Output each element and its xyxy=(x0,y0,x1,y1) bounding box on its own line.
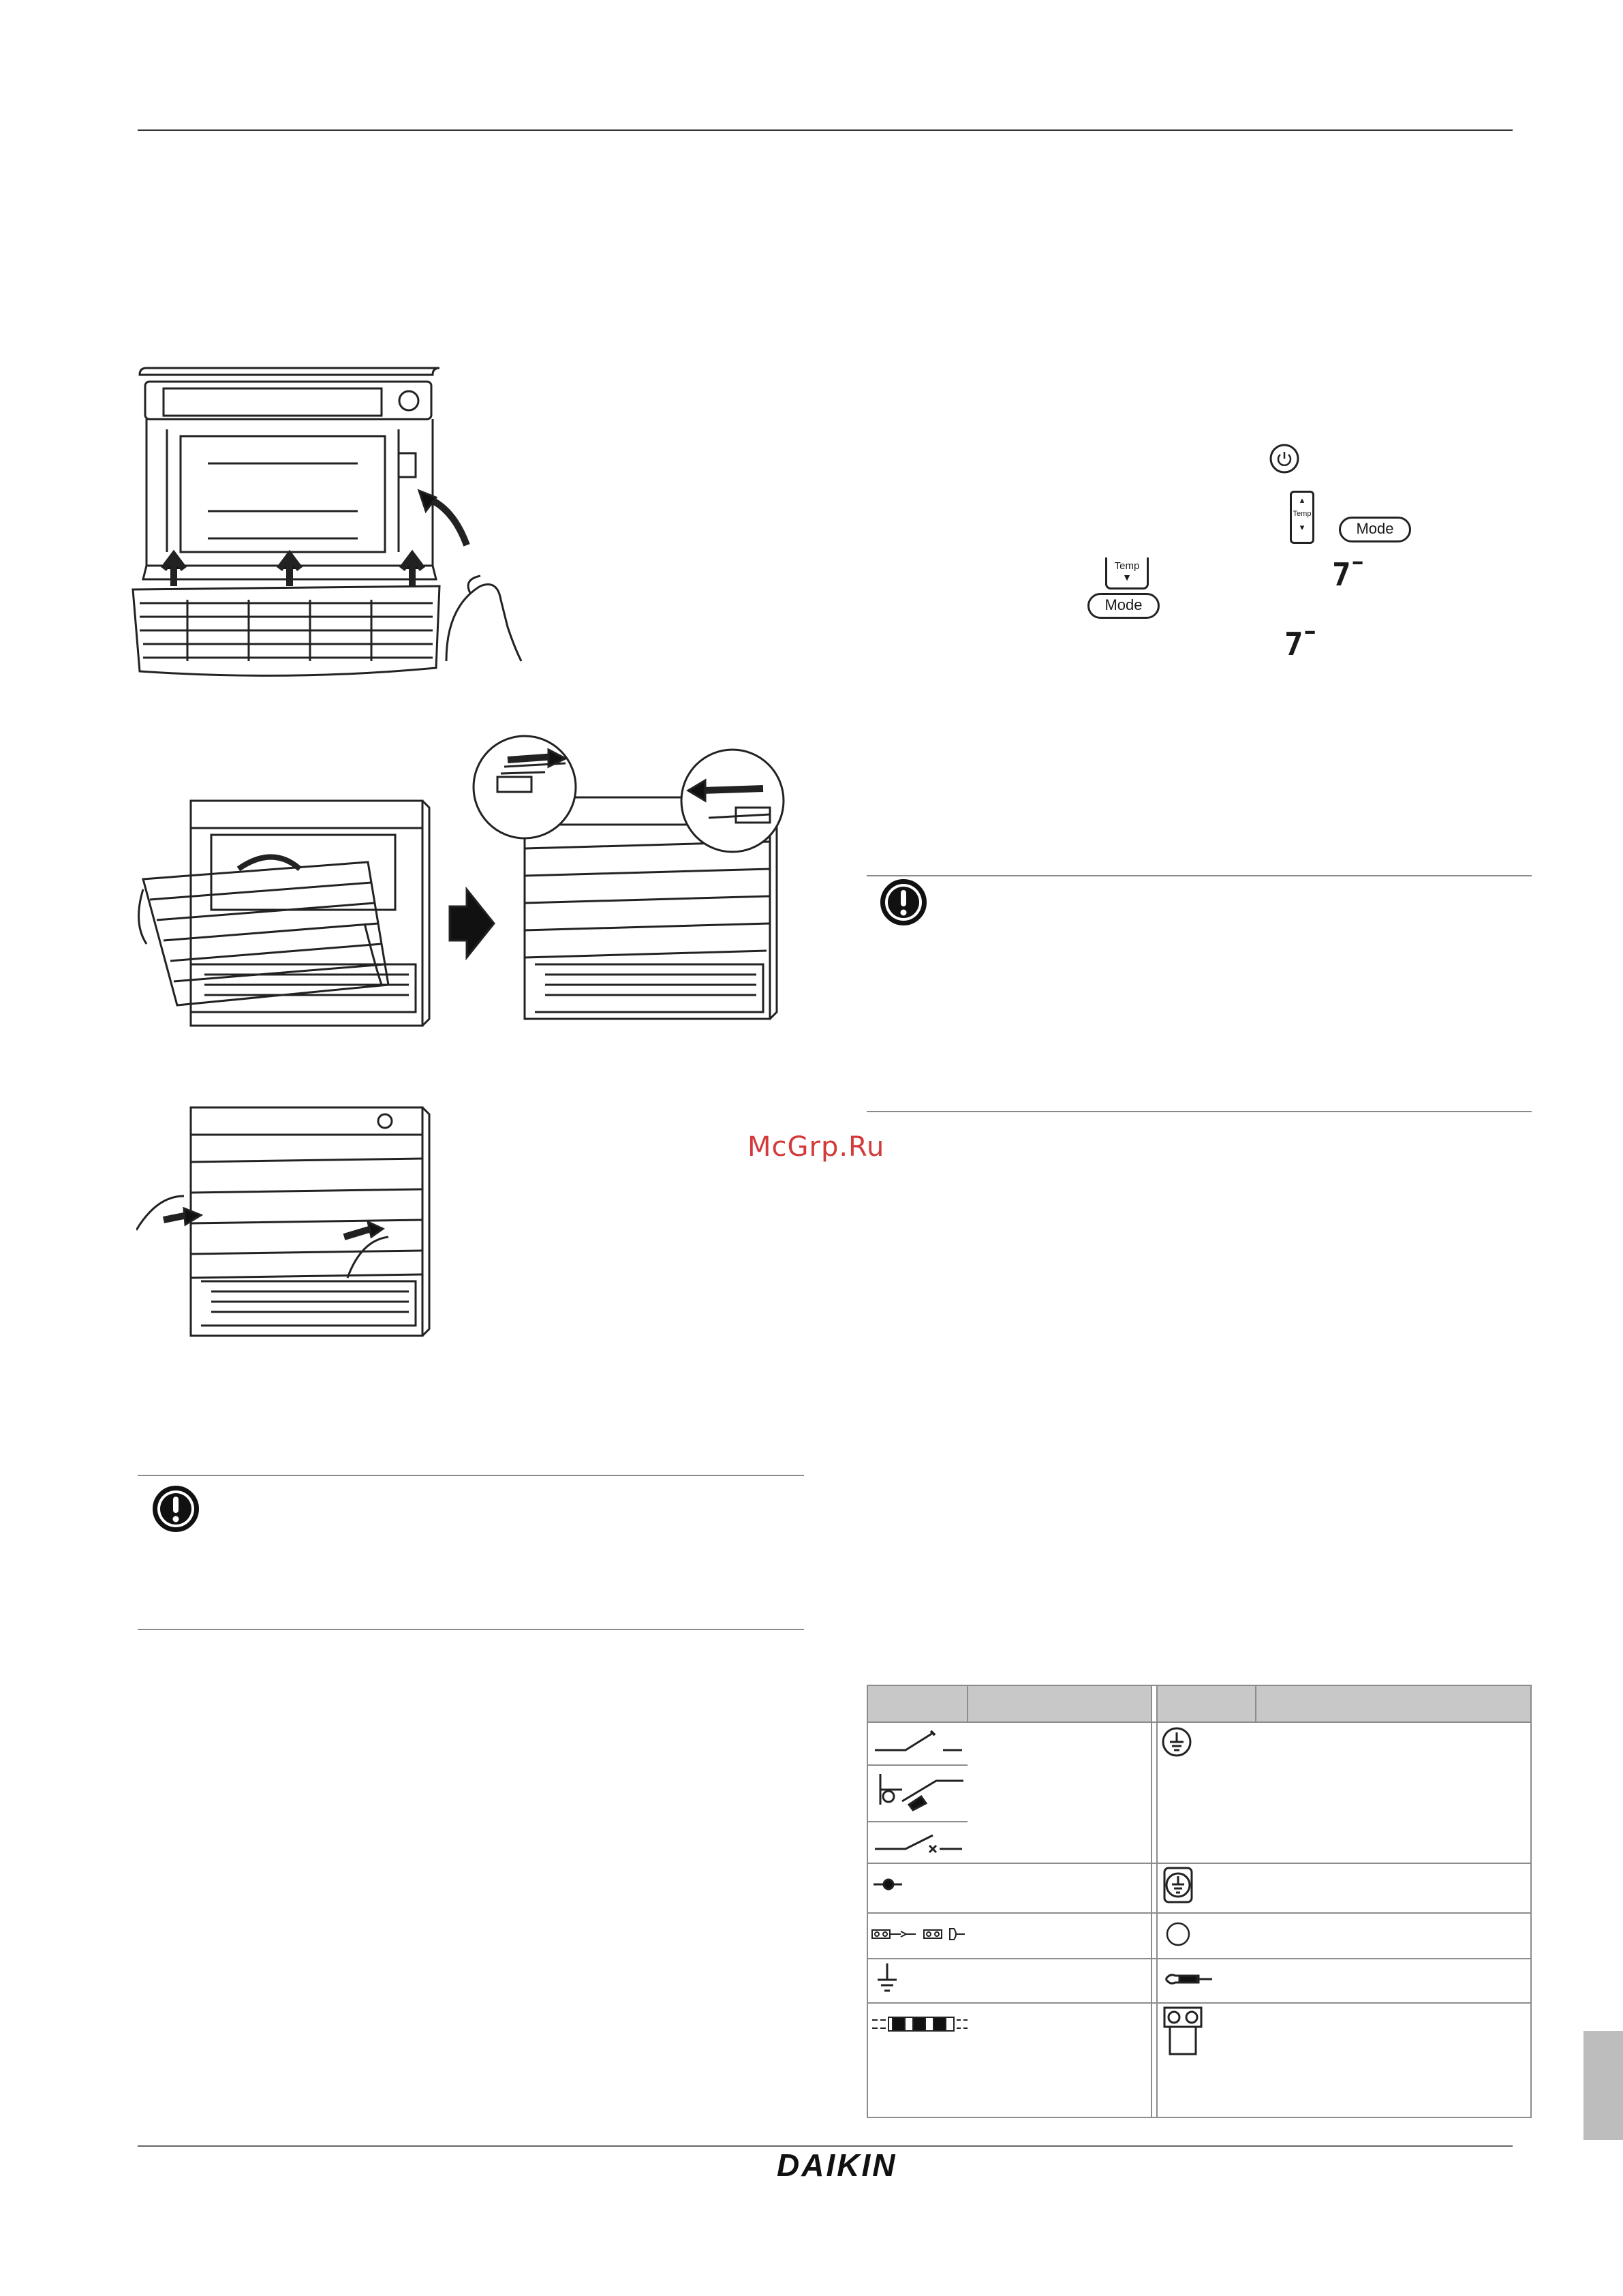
right-warning-top-rule xyxy=(867,875,1532,876)
front-panel-installation-illustration xyxy=(136,733,790,1039)
daikin-logo: DAIKIN xyxy=(777,2147,897,2183)
legend-row-3 xyxy=(867,1913,1531,1959)
legend-row-5 xyxy=(867,2003,1531,2117)
right-warning-bottom-rule xyxy=(867,1111,1532,1112)
legend-row-4 xyxy=(867,1959,1531,2003)
temp-updown-button-icon: ▴ Temp ▾ xyxy=(1290,491,1314,544)
legend-row-4-meaning-left xyxy=(968,1959,1151,2003)
switch-icons xyxy=(867,1722,968,1863)
legend-row-2 xyxy=(867,1863,1531,1913)
front-grille-removal-illustration xyxy=(126,361,528,682)
legend-header-meaning-1 xyxy=(968,1685,1151,1722)
legend-row-2-meaning-right xyxy=(1256,1863,1531,1913)
field-wiring-icon xyxy=(867,2003,968,2117)
plug-icon xyxy=(1157,1959,1256,2003)
protective-earth-icon xyxy=(1157,1722,1256,1863)
legend-row-5-meaning-right xyxy=(1256,2003,1531,2117)
side-language-tab xyxy=(1583,2031,1623,2140)
legend-row-5-meaning-left xyxy=(968,2003,1151,2117)
temp-down-button-icon: Temp ▼ xyxy=(1105,557,1149,590)
legend-header-row xyxy=(867,1685,1531,1722)
header-rule xyxy=(138,129,1513,131)
connector-icon xyxy=(867,1913,968,1959)
legend-row-1 xyxy=(867,1722,1531,1863)
watermark: McGrp.Ru xyxy=(747,1131,885,1163)
warning-icon-right xyxy=(879,878,928,930)
earth-icon xyxy=(867,1959,968,2003)
circle-icon xyxy=(1157,1913,1256,1959)
warning-icon-left xyxy=(151,1484,200,1537)
legend-row-1-meaning-left xyxy=(968,1722,1151,1863)
wiring-symbol-legend-table xyxy=(867,1685,1532,2118)
legend-row-1-meaning-right xyxy=(1256,1722,1531,1863)
legend-header-symbol-1 xyxy=(867,1685,968,1722)
power-button-icon xyxy=(1269,443,1300,478)
front-panel-closing-illustration xyxy=(136,1101,443,1346)
left-warning-top-rule xyxy=(138,1475,804,1476)
connection-dot-icon xyxy=(867,1863,968,1913)
display-code-2: 7¯ xyxy=(1284,626,1317,662)
noiseless-earth-icon xyxy=(1157,1863,1256,1913)
display-code-1: 7¯ xyxy=(1332,556,1365,593)
mode-button-icon-1: Mode xyxy=(1339,517,1411,542)
terminal-block-icon xyxy=(1157,2003,1256,2117)
legend-row-4-meaning-right xyxy=(1256,1959,1531,2003)
legend-row-3-meaning-left xyxy=(968,1913,1151,1959)
legend-row-2-meaning-left xyxy=(968,1863,1151,1913)
legend-row-3-meaning-right xyxy=(1256,1913,1531,1959)
legend-header-symbol-2 xyxy=(1157,1685,1256,1722)
legend-header-meaning-2 xyxy=(1256,1685,1531,1722)
left-warning-bottom-rule xyxy=(138,1629,804,1630)
mode-button-icon-2: Mode xyxy=(1087,593,1160,619)
